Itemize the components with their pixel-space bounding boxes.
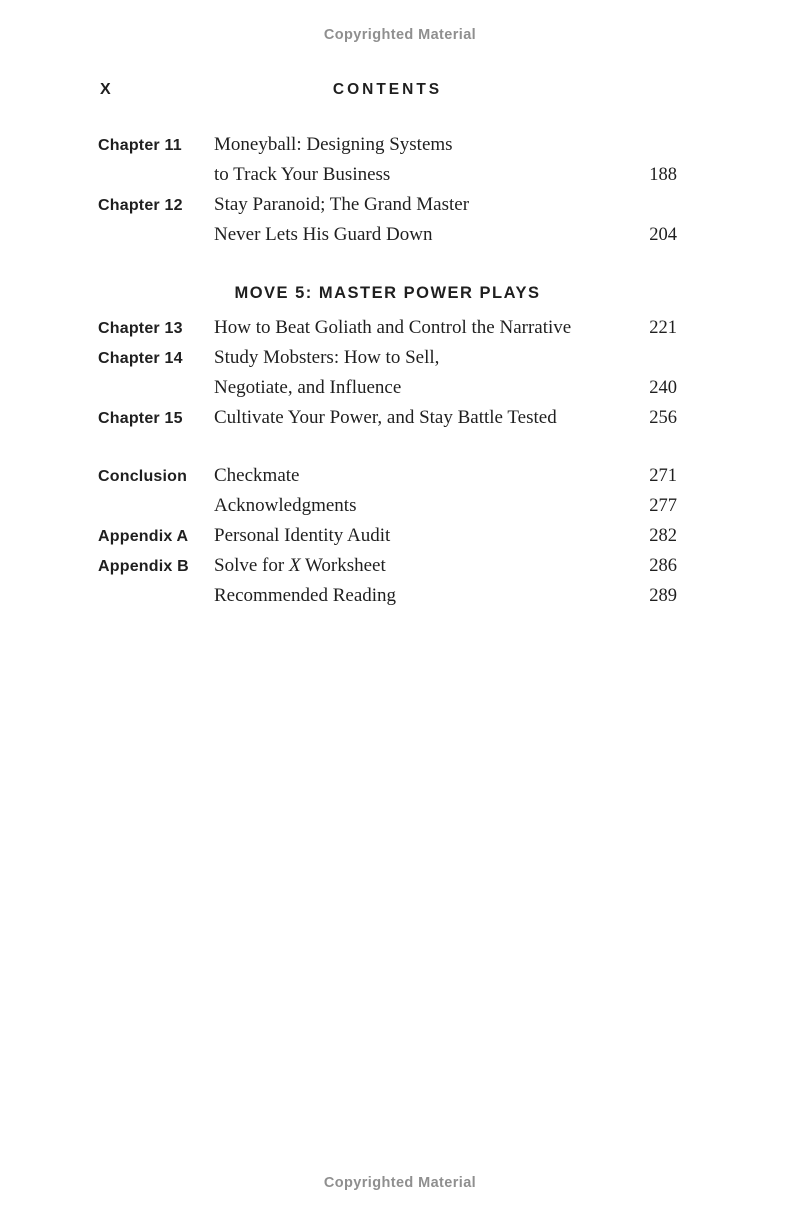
entry-title: How to Beat Goliath and Control the Narrative: [214, 317, 572, 338]
toc-row: [98, 403, 677, 433]
entry-page-number: 282: [649, 526, 677, 546]
entry-title-italic-variable: X: [288, 555, 301, 576]
copyright-notice-top: Copyrighted Material: [323, 27, 477, 43]
entry-page-number: 271: [649, 466, 677, 486]
entry-page-number: 240: [649, 378, 677, 398]
entry-page-number: 188: [649, 165, 677, 185]
entry-title: Acknowledgments: [214, 495, 357, 516]
entry-title: Checkmate: [214, 465, 300, 486]
toc-row: [98, 461, 677, 491]
entry-title: Moneyball: Designing Systems: [214, 134, 453, 155]
section-heading: MOVE 5: MASTER POWER PLAYS: [234, 284, 541, 302]
entry-title: [214, 551, 649, 581]
toc-row: [98, 521, 677, 551]
entry-title: Cultivate Your Power, and Stay Battle Tested: [214, 407, 557, 428]
entry-page-number: 204: [649, 225, 677, 245]
entry-page-number: 277: [649, 496, 677, 516]
entry-label: Chapter 14: [98, 350, 183, 367]
toc-row: [98, 313, 677, 343]
toc-row: [98, 220, 677, 250]
entry-label: Appendix A: [98, 528, 189, 545]
toc-row: [98, 551, 677, 581]
toc-row: [98, 581, 677, 611]
page-number: X: [100, 81, 112, 98]
entry-title: Stay Paranoid; The Grand Master: [214, 194, 470, 215]
copyright-notice-bottom: Copyrighted Material: [323, 1175, 477, 1191]
entry-label: Chapter 12: [98, 197, 183, 214]
entry-page-number: 286: [649, 556, 677, 576]
toc-row: [98, 130, 677, 160]
entry-label: Appendix B: [98, 558, 189, 575]
entry-label: Chapter 11: [98, 137, 182, 154]
entry-label: Chapter 13: [98, 320, 183, 337]
entry-page-number: 256: [649, 408, 677, 428]
toc-row: [98, 343, 677, 373]
toc-row: [98, 160, 677, 190]
entry-title-text: Worksheet: [300, 555, 386, 576]
page-content: [98, 75, 677, 611]
entry-title: Never Lets His Guard Down: [214, 224, 433, 245]
entry-title-text: Solve for: [214, 555, 289, 576]
toc-row: [98, 373, 677, 403]
entry-title: to Track Your Business: [214, 164, 391, 185]
entry-title: Negotiate, and Influence: [214, 377, 402, 398]
entry-page-number: 289: [649, 586, 677, 606]
toc-row: [98, 190, 677, 220]
page-header: [98, 75, 677, 105]
entry-title: Personal Identity Audit: [214, 525, 391, 546]
table-of-contents: [98, 130, 677, 611]
entry-label: Conclusion: [98, 468, 188, 485]
contents-title: CONTENTS: [332, 81, 443, 98]
entry-page-number: 221: [649, 318, 677, 338]
entry-title: Study Mobsters: How to Sell,: [214, 347, 440, 368]
toc-row: [98, 491, 677, 521]
entry-label: Chapter 15: [98, 410, 183, 427]
entry-title: Recommended Reading: [214, 585, 397, 606]
